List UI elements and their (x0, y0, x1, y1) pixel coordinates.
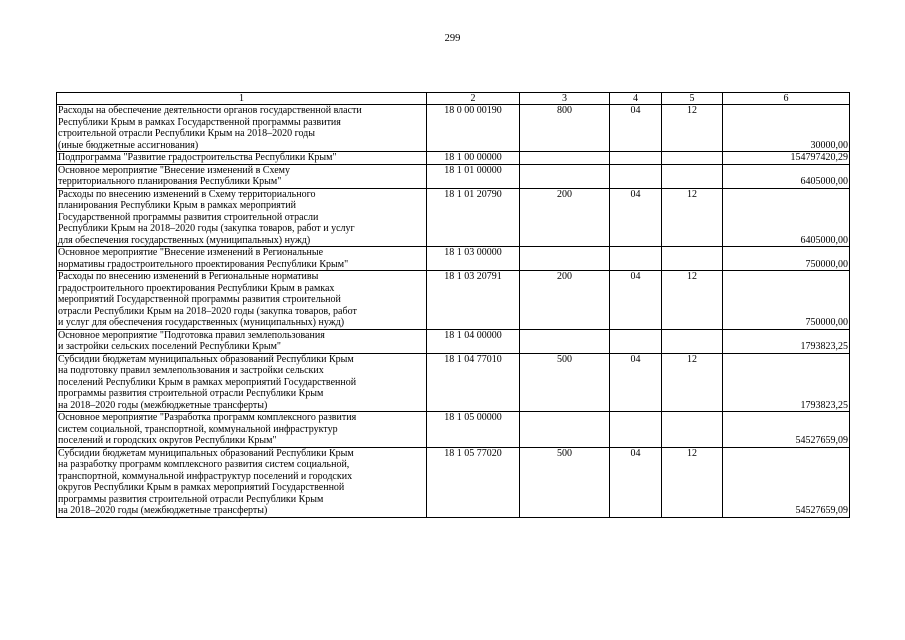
target-article-code: 18 1 05 77020 (427, 447, 520, 517)
subsection-code (662, 412, 723, 448)
column-number: 4 (610, 93, 662, 105)
table-row (57, 152, 850, 165)
expense-name-line: Основное мероприятие "Внесение изменений в Региональные (58, 247, 324, 258)
expense-type-code (520, 412, 610, 448)
section-code: 04 (610, 105, 662, 152)
table-row (57, 271, 850, 330)
expense-type-code: 800 (520, 105, 610, 152)
column-number: 6 (723, 93, 850, 105)
expense-name (57, 447, 427, 517)
target-article-code: 18 1 03 20791 (427, 271, 520, 330)
expense-name-line: округов Республики Крым в рамках мероприятий Государственной (58, 482, 345, 493)
expense-name-line: программы развития строительной отрасли Республики Крым (58, 388, 324, 399)
expense-type-code: 200 (520, 188, 610, 247)
expense-name-line: территориального планирования Республики Крым" (58, 176, 282, 187)
target-article-code: 18 1 04 77010 (427, 353, 520, 412)
expense-name-line: Субсидии бюджетам муниципальных образований Республики Крым (58, 353, 354, 365)
table-row (57, 412, 850, 448)
amount: 750000,00 (723, 247, 850, 271)
expense-type-code (520, 329, 610, 353)
expense-name (57, 105, 427, 152)
expense-name-line: поселений и городских округов Республики Крым" (58, 435, 277, 446)
amount: 750000,00 (723, 271, 850, 330)
expense-name-line: Республики Крым на 2018–2020 годы (закупка товаров, работ и услуг (58, 223, 355, 234)
expense-name-line: и услуг для обеспечения государственных (муниципальных) нужд) (58, 317, 345, 328)
subsection-code (662, 247, 723, 271)
expense-name-line: (иные бюджетные ассигнования) (58, 139, 199, 151)
amount: 1793823,25 (723, 329, 850, 353)
table-row (57, 188, 850, 247)
section-code: 04 (610, 271, 662, 330)
expense-name-line: Республики Крым в рамках Государственной программы развития (58, 116, 341, 128)
expense-type-code: 500 (520, 353, 610, 412)
section-code (610, 247, 662, 271)
subsection-code: 12 (662, 447, 723, 517)
expense-name-line: программы развития строительной отрасли Республики Крым (58, 493, 324, 505)
subsection-code: 12 (662, 105, 723, 152)
section-code (610, 164, 662, 188)
page-number: 299 (444, 33, 461, 44)
expense-type-code (520, 247, 610, 271)
target-article-code: 18 1 01 00000 (427, 164, 520, 188)
expense-type-code (520, 152, 610, 165)
expense-name-line: Основное мероприятие "Подготовка правил землепользования (58, 329, 325, 341)
subsection-code (662, 152, 723, 165)
expense-name-line: отрасли Республики Крым на 2018–2020 годы (закупка товаров, работ (58, 305, 357, 317)
expense-name (57, 152, 427, 165)
target-article-code: 18 0 00 00190 (427, 105, 520, 152)
expense-name (57, 329, 427, 353)
target-article-code: 18 1 03 00000 (427, 247, 520, 271)
expense-name-line: градостроительного проектирования Республики Крым в рамках (58, 282, 335, 294)
column-number: 5 (662, 93, 723, 105)
budget-table (56, 92, 850, 518)
expense-type-code: 500 (520, 447, 610, 517)
amount: 6405000,00 (723, 164, 850, 188)
column-number: 3 (520, 93, 610, 105)
table-row (57, 329, 850, 353)
expense-name (57, 353, 427, 412)
subsection-code: 12 (662, 353, 723, 412)
amount: 6405000,00 (723, 188, 850, 247)
expense-name-line: Расходы на обеспечение деятельности органов государственной власти (58, 105, 362, 116)
expense-name-line: нормативы градостроительного проектирования Республики Крым" (58, 258, 349, 270)
expense-name (57, 247, 427, 271)
section-code (610, 329, 662, 353)
expense-name-line: для обеспечения государственных (муниципальных) нужд) (58, 234, 311, 246)
expense-name (57, 188, 427, 247)
table-row (57, 353, 850, 412)
expense-name-line: систем социальной, транспортной, коммунальной инфраструктур (58, 423, 338, 435)
expense-name-line: Основное мероприятие "Разработка программ комплексного развития (58, 412, 357, 423)
expense-name-line: мероприятий Государственной программы развития строительной (58, 294, 341, 305)
expense-name (57, 164, 427, 188)
expense-name-line: на 2018–2020 годы (межбюджетные трансферты) (58, 399, 268, 411)
expense-name-line: на разработку программ комплексного развития систем социальной, (58, 459, 350, 470)
amount: 54527659,09 (723, 447, 850, 517)
table-row (57, 247, 850, 271)
column-number-row (57, 93, 850, 105)
expense-name-line: Основное мероприятие "Внесение изменений в Схему (58, 164, 290, 176)
target-article-code: 18 1 00 00000 (427, 152, 520, 165)
expense-name-line: и застройки сельских поселений Республики Крым" (58, 341, 281, 352)
expense-name-line: Субсидии бюджетам муниципальных образований Республики Крым (58, 447, 354, 459)
expense-type-code: 200 (520, 271, 610, 330)
target-article-code: 18 1 05 00000 (427, 412, 520, 448)
section-code (610, 412, 662, 448)
expense-name-line: на подготовку правил землепользования и застройки сельских (58, 365, 324, 376)
expense-name-line: транспортной, коммунальной инфраструктур поселений и городских (58, 470, 353, 482)
subsection-code (662, 329, 723, 353)
expense-name-line: Подпрограмма "Развитие градостроительства Республики Крым" (58, 152, 337, 163)
table-row (57, 105, 850, 152)
expense-name-line: поселений Республики Крым в рамках мероприятий Государственной (58, 376, 357, 388)
subsection-code (662, 164, 723, 188)
amount: 154797420,29 (723, 152, 850, 165)
expense-name-line: Расходы по внесению изменений в Региональные нормативы (58, 271, 319, 282)
table-row (57, 164, 850, 188)
column-number: 1 (57, 93, 427, 105)
amount: 1793823,25 (723, 353, 850, 412)
expense-name-line: планирования Республики Крым в рамках мероприятий (58, 200, 296, 211)
expense-name (57, 271, 427, 330)
expense-name (57, 412, 427, 448)
target-article-code: 18 1 04 00000 (427, 329, 520, 353)
table-row (57, 447, 850, 517)
column-number: 2 (427, 93, 520, 105)
amount: 30000,00 (723, 105, 850, 152)
section-code: 04 (610, 188, 662, 247)
subsection-code: 12 (662, 188, 723, 247)
section-code: 04 (610, 353, 662, 412)
expense-name-line: Расходы по внесению изменений в Схему территориального (58, 188, 316, 200)
section-code: 04 (610, 447, 662, 517)
target-article-code: 18 1 01 20790 (427, 188, 520, 247)
expense-name-line: строительной отрасли Республики Крым на 2018–2020 годы (58, 128, 315, 139)
expense-name-line: Государственной программы развития строительной отрасли (58, 211, 319, 223)
expense-type-code (520, 164, 610, 188)
expense-name-line: на 2018–2020 годы (межбюджетные трансферты) (58, 505, 268, 516)
subsection-code: 12 (662, 271, 723, 330)
section-code (610, 152, 662, 165)
amount: 54527659,09 (723, 412, 850, 448)
